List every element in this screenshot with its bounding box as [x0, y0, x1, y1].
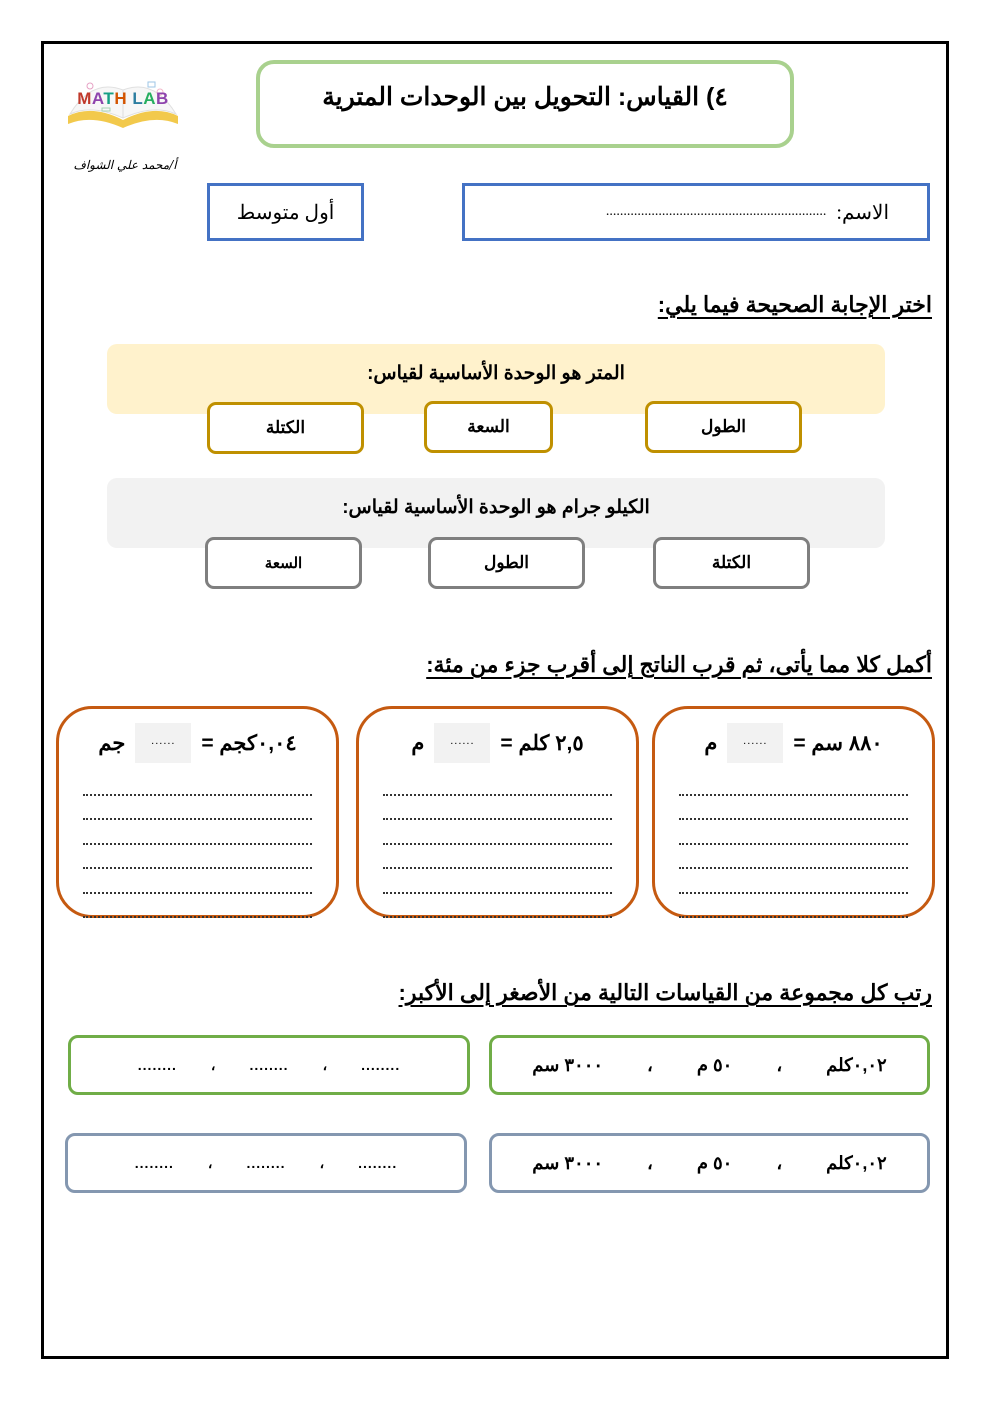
work-line[interactable] [383, 820, 612, 845]
conversion-equation [59, 723, 336, 763]
name-label: الاسم: [836, 201, 889, 224]
conversion-given: ٨٨٠ سم = [793, 731, 883, 755]
work-line[interactable] [679, 845, 908, 870]
answer-slot[interactable]: ........ [249, 1057, 289, 1073]
answer-blank[interactable]: ...... [135, 723, 191, 763]
q1-option-capacity[interactable]: السعة [424, 401, 553, 453]
answer-slot[interactable]: ........ [361, 1057, 401, 1073]
section-heading-order: رتب كل مجموعة من القياسات التالية من الأصغر إلى الأكبر: [398, 980, 932, 1005]
work-line[interactable] [83, 796, 312, 821]
order-group-1-given [489, 1035, 930, 1095]
work-line[interactable] [383, 771, 612, 796]
math-lab-logo: MATH LAB [62, 64, 184, 136]
order-group-2-given [489, 1133, 930, 1193]
conversion-card-1 [652, 706, 935, 918]
work-line[interactable] [83, 771, 312, 796]
title-box [256, 60, 794, 148]
answer-blank[interactable]: ...... [434, 723, 490, 763]
order-group-2-answer[interactable] [65, 1133, 467, 1193]
grade-box [207, 183, 364, 241]
separator: ، [210, 1056, 216, 1073]
work-area[interactable] [383, 771, 612, 918]
conversion-equation [359, 723, 636, 763]
answer-slot[interactable]: ........ [134, 1155, 174, 1171]
work-line[interactable] [679, 796, 908, 821]
answer-slot[interactable]: ........ [137, 1057, 177, 1073]
work-line[interactable] [383, 894, 612, 919]
conversion-given: ٢,٥ كلم = [500, 731, 584, 755]
work-line[interactable] [83, 894, 312, 919]
grade-label: أول متوسط [236, 201, 335, 224]
conversion-card-2 [356, 706, 639, 918]
separator: ، [647, 1152, 653, 1173]
measure-item: ٣٠٠٠ سم [532, 1152, 604, 1173]
separator: ، [776, 1054, 783, 1075]
conversion-equation [655, 723, 932, 763]
answer-slot[interactable]: ........ [358, 1155, 398, 1171]
author-name: أ/محمد علي الشواف [73, 158, 177, 172]
conversion-unit: م [411, 731, 425, 755]
separator: ، [319, 1154, 325, 1171]
q1-option-mass[interactable]: الكتلة [207, 402, 364, 454]
work-area[interactable] [83, 771, 312, 918]
work-line[interactable] [383, 869, 612, 894]
work-line[interactable] [679, 894, 908, 919]
work-line[interactable] [679, 771, 908, 796]
conversion-unit: م [704, 731, 718, 755]
separator: ، [207, 1154, 213, 1171]
measure-item: ٥٠ م [696, 1054, 733, 1075]
worksheet-title: ٤) القياس: التحويل بين الوحدات المترية [322, 83, 728, 111]
answer-blank[interactable]: ...... [727, 723, 783, 763]
name-input-line[interactable]: ............................................................... [605, 204, 827, 219]
measure-item: ٥٠ م [696, 1152, 733, 1173]
q2-option-length[interactable]: الطول [428, 537, 585, 589]
work-line[interactable] [383, 845, 612, 870]
answer-slot[interactable]: ........ [246, 1155, 286, 1171]
section-heading-choose: اختر الإجابة الصحيحة فيما يلي: [657, 292, 932, 317]
section-heading-complete: أكمل كلا مما يأتى، ثم قرب الناتج إلى أقرب جزء من مئة: [426, 652, 932, 677]
name-field[interactable] [462, 183, 930, 241]
measure-item: ٣٠٠٠ سم [532, 1054, 604, 1075]
separator: ، [776, 1152, 783, 1173]
conversion-given: ٠,٠٤كجم = [201, 731, 297, 755]
work-line[interactable] [679, 869, 908, 894]
work-line[interactable] [83, 820, 312, 845]
order-group-1-answer[interactable] [68, 1035, 470, 1095]
work-line[interactable] [83, 869, 312, 894]
q2-option-mass[interactable]: الكتلة [653, 537, 810, 589]
q2-option-capacity[interactable]: السعة [205, 537, 362, 589]
measure-item: ٠,٠٢كلم [826, 1152, 887, 1173]
measure-item: ٠,٠٢كلم [826, 1054, 887, 1075]
conversion-card-3 [56, 706, 339, 918]
work-line[interactable] [383, 796, 612, 821]
work-line[interactable] [83, 845, 312, 870]
work-line[interactable] [679, 820, 908, 845]
conversion-unit: جم [98, 731, 126, 755]
question-2-text: الكيلو جرام هو الوحدة الأساسية لقياس: [342, 497, 650, 518]
work-area[interactable] [679, 771, 908, 918]
question-1-text: المتر هو الوحدة الأساسية لقياس: [367, 363, 625, 384]
separator: ، [322, 1056, 328, 1073]
q1-option-length[interactable]: الطول [645, 401, 802, 453]
separator: ، [647, 1054, 653, 1075]
